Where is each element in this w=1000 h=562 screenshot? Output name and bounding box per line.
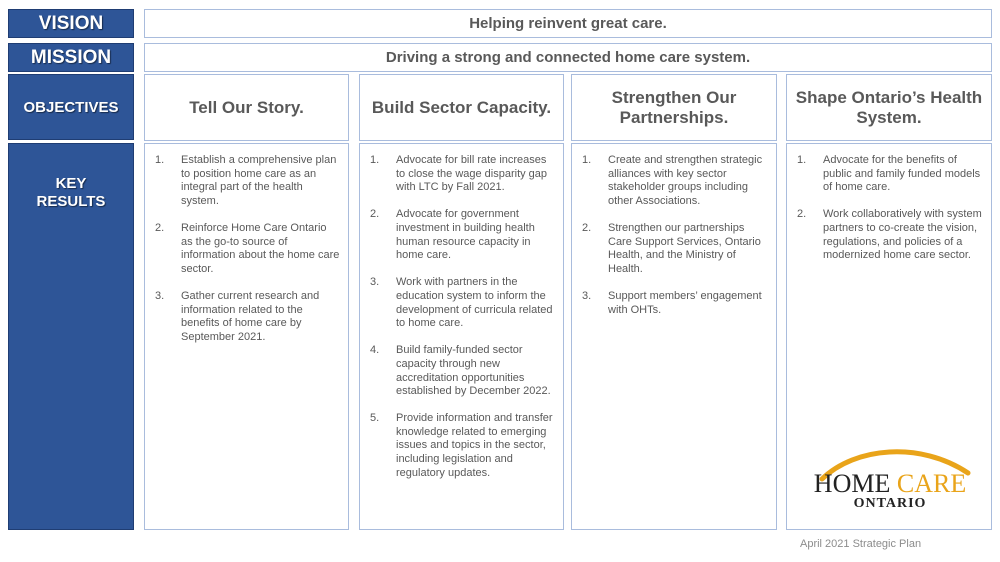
objective-1-text: Tell Our Story.	[189, 97, 304, 117]
list-item-text: Support members’ engagement with OHTs.	[608, 289, 762, 316]
objective-4	[786, 74, 992, 141]
objectives-label	[8, 74, 134, 140]
list-item-text: Build family-funded sector capacity through new accreditation opportunities established by December 2022.	[396, 344, 551, 398]
logo-word-ontario: ONTARIO	[853, 496, 927, 511]
vision-banner	[144, 9, 992, 38]
list-item	[797, 208, 983, 262]
objective-1	[144, 74, 349, 141]
key-results-list-3	[572, 144, 776, 317]
list-item-text: Establish a comprehensive plan to position home care as an integral part of the health system.	[181, 154, 337, 207]
vision-text: Helping reinvent great care.	[469, 15, 667, 32]
list-item-number: 3.	[582, 289, 592, 302]
mission-label-text: MISSION	[30, 46, 112, 68]
key-results-list-1	[145, 144, 348, 344]
key-results-column-3	[571, 143, 777, 530]
list-item-number: 4.	[370, 344, 380, 357]
list-item	[797, 154, 983, 195]
mission-label	[8, 43, 134, 72]
list-item-text: Advocate for the benefits of public and family funded models of home care.	[823, 154, 981, 194]
list-item-text: Create and strengthen strategic alliances with key sector stakeholder groups including other Associations.	[608, 154, 763, 207]
list-item	[582, 154, 768, 208]
list-item-text: Work collaboratively with system partners to co-create the vision, regulations, and policies of a modernized home care sector.	[823, 208, 982, 262]
objective-3	[571, 74, 777, 141]
objective-3-text: Strengthen Our Partnerships.	[611, 87, 737, 127]
list-item-number: 2.	[370, 208, 380, 221]
list-item-number: 3.	[370, 276, 380, 289]
list-item-text: Strengthen our partnerships Care Support Services, Ontario Health, and the Ministry of Health.	[608, 221, 761, 275]
list-item	[582, 222, 768, 276]
list-item-number: 1.	[370, 154, 380, 166]
footer-text: April 2021 Strategic Plan	[800, 538, 922, 550]
list-item-number: 3.	[155, 289, 165, 302]
key-results-list-4	[787, 144, 991, 263]
list-item	[370, 154, 555, 195]
list-item-number: 1.	[155, 154, 165, 166]
list-item-text: Advocate for government investment in building health human resource capacity in home care.	[396, 208, 535, 262]
key-results-column-1	[144, 143, 349, 530]
list-item	[155, 154, 340, 208]
list-item	[370, 412, 555, 480]
list-item-number: 2.	[155, 221, 165, 234]
list-item-number: 2.	[797, 208, 807, 221]
list-item-text: Advocate for bill rate increases to close the wage disparity gap with LTC by Fall 2021.	[396, 154, 548, 194]
objective-2-text: Build Sector Capacity.	[371, 97, 552, 117]
objective-4-text: Shape Ontario’s Health System.	[795, 87, 983, 127]
list-item-number: 1.	[797, 154, 807, 166]
key-results-label-line2: RESULTS	[36, 193, 106, 210]
logo-wordmark	[800, 469, 980, 499]
list-item-number: 2.	[582, 221, 592, 234]
list-item-number: 5.	[370, 412, 380, 425]
vision-label	[8, 9, 134, 38]
list-item	[155, 222, 340, 276]
list-item	[582, 290, 768, 317]
key-results-column-2	[359, 143, 564, 530]
mission-text: Driving a strong and connected home care system.	[385, 49, 751, 66]
objectives-label-text: OBJECTIVES	[23, 98, 119, 116]
list-item-text: Provide information and transfer knowledge related to emerging issues and topics in the sector, including legislation and regulatory updates.	[396, 412, 553, 479]
list-item-text: Reinforce Home Care Ontario as the go-to source of information about the home care sector.	[181, 221, 340, 275]
list-item-text: Work with partners in the education system to inform the development of curricula related to home care.	[396, 276, 553, 330]
list-item-text: Gather current research and information related to the benefits of home care by September 2021.	[181, 289, 320, 343]
list-item	[370, 208, 555, 262]
list-item	[370, 276, 555, 330]
objective-2	[359, 74, 564, 141]
list-item	[370, 344, 555, 398]
logo-word-care: CARE	[896, 469, 967, 498]
key-results-label	[8, 143, 134, 530]
vision-label-text: VISION	[38, 12, 104, 34]
key-results-label-line1: KEY	[55, 175, 87, 192]
home-care-ontario-logo	[800, 445, 980, 515]
mission-banner	[144, 43, 992, 72]
list-item-number: 1.	[582, 154, 592, 166]
logo-word-home: HOME	[813, 469, 897, 498]
list-item	[155, 290, 340, 344]
key-results-list-2	[360, 144, 563, 480]
